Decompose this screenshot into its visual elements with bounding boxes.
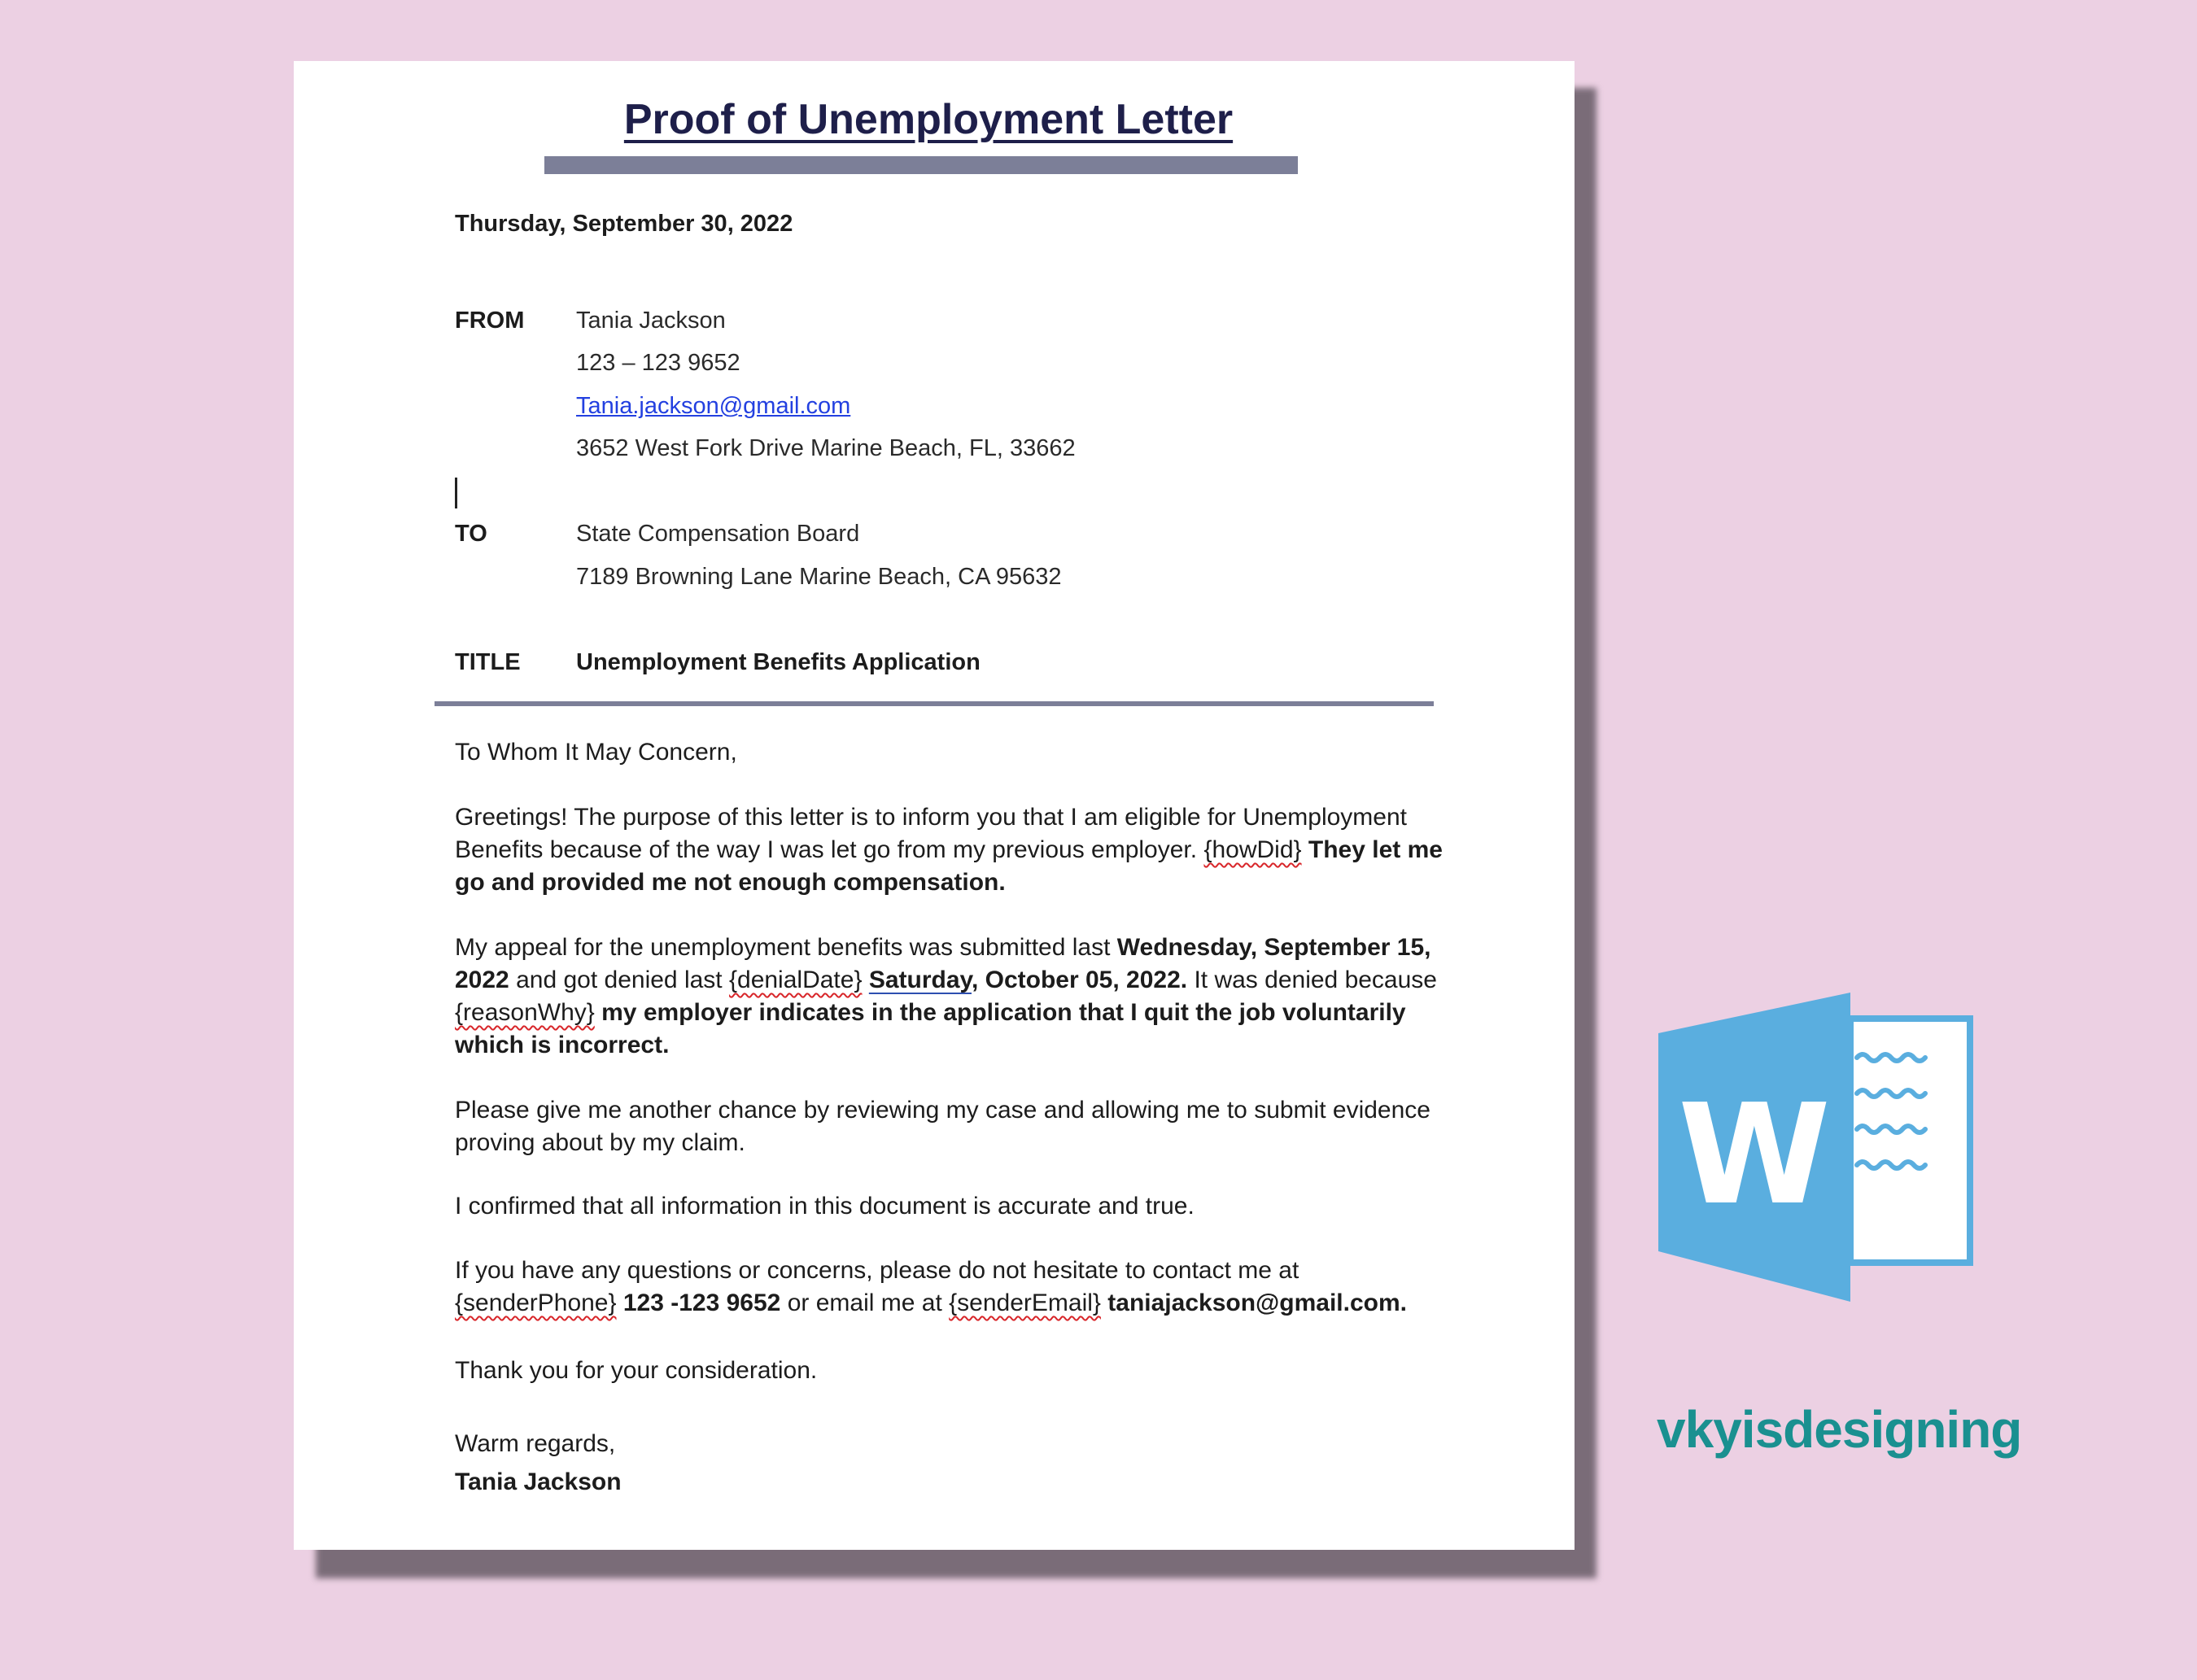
to-label: TO <box>455 521 487 547</box>
paragraph-thanks: Thank you for your consideration. <box>455 1357 818 1384</box>
placeholder-senderemail: {senderEmail} <box>949 1289 1101 1316</box>
paragraph-appeal <box>455 932 1448 1062</box>
closing: Warm regards, <box>455 1430 616 1457</box>
p1-text: Greetings! The purpose of this letter is to inform you that I am eligible for Unemployment Benefits because of the way I was let go from my previous employer. <box>455 804 1407 863</box>
denial-reason: my employer indicates in the application that I quit the job voluntarily which is incorrect. <box>455 999 1406 1058</box>
p5-a: If you have any questions or concerns, please do not hesitate to contact me at <box>455 1257 1299 1284</box>
subject-value: Unemployment Benefits Application <box>576 649 981 675</box>
paragraph-confirmation: I confirmed that all information in this document is accurate and true. <box>455 1193 1195 1220</box>
logo-letter: W <box>1678 1075 1831 1236</box>
sender-name: Tania Jackson <box>576 308 726 334</box>
recipient-name: State Compensation Board <box>576 521 860 547</box>
contact-email: taniajackson@gmail.com. <box>1107 1289 1407 1316</box>
text-cursor <box>455 478 457 508</box>
document-title: Proof of Unemployment Letter <box>623 96 1234 143</box>
submit-date: Wednesday, September 15, 2022 <box>455 934 1431 993</box>
paragraph-request: Please give me another chance by reviewing my case and allowing me to submit evidence proving about by my claim. <box>455 1097 1430 1156</box>
paragraph-eligibility <box>455 801 1448 899</box>
p2-b: and got denied last <box>516 967 723 993</box>
contact-phone: 123 -123 9652 <box>622 1289 781 1316</box>
p2-c: It was denied because <box>1194 967 1437 993</box>
letter-page <box>294 61 1575 1550</box>
paragraph-contact <box>455 1255 1448 1320</box>
p5-b: or email me at <box>787 1289 942 1316</box>
denial-date-rest: , October 05, 2022. <box>971 967 1188 993</box>
p1-bold: They let me go and provided me not enough compensation. <box>455 836 1443 896</box>
salutation: To Whom It May Concern, <box>455 739 737 766</box>
letter-date: Thursday, September 30, 2022 <box>455 211 793 237</box>
title-divider <box>544 156 1298 174</box>
recipient-address: 7189 Browning Lane Marine Beach, CA 95632 <box>576 564 1062 590</box>
header-rule <box>435 701 1434 706</box>
placeholder-denialdate: {denialDate} <box>728 967 863 993</box>
placeholder-howdid: {howDid} <box>1203 836 1302 863</box>
sender-phone: 123 – 123 9652 <box>576 350 740 376</box>
sender-email-link[interactable]: Tania.jackson@gmail.com <box>576 393 851 419</box>
subject-label: TITLE <box>455 649 521 675</box>
placeholder-reasonwhy: {reasonWhy} <box>455 999 595 1026</box>
brand-name: vkyisdesigning <box>1657 1400 2022 1459</box>
word-document-icon <box>1658 993 1976 1302</box>
p2-a: My appeal for the unemployment benefits was submitted last <box>455 934 1111 961</box>
signature: Tania Jackson <box>455 1468 622 1495</box>
placeholder-senderphone: {senderPhone} <box>455 1289 617 1316</box>
sender-address: 3652 West Fork Drive Marine Beach, FL, 33662 <box>576 435 1076 461</box>
denial-day: Saturday <box>868 967 972 993</box>
from-label: FROM <box>455 308 525 334</box>
